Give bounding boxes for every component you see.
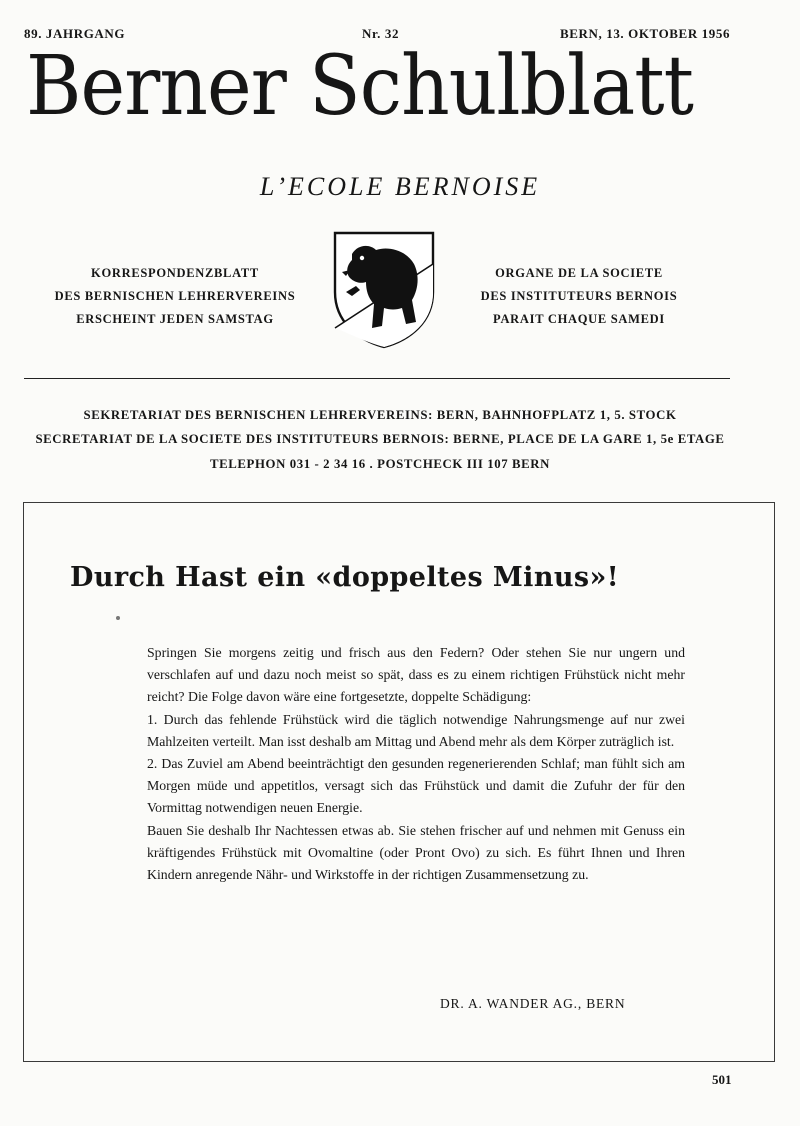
- correspondence-french-line: ORGANE DE LA SOCIETE: [495, 266, 663, 280]
- advertisement-intro: Springen Sie morgens zeitig und frisch aus den Federn? Oder stehen Sie nur ungern und verschlafen auf und dazu noch meist so spät, dass es zu einem richtigen Frühstück nicht mehr reicht? Die Folge davon wäre eine fortgesetzte, doppelte Schädigung:: [147, 645, 685, 705]
- advertisement-closing: Bauen Sie deshalb Ihr Nachtessen etwas ab. Sie stehen frischer auf und nehmen mit Genuss ein kräftigendes Frühstück mit Ovomaltine (oder Pront Ovo) zu sich. Es führt Ihnen und Ihren Kindern anregende Nähr- und Wirkstoffe in der richtigen Zusammensetzung zu.: [147, 822, 685, 883]
- secretariat-contact: TELEPHON 031 - 2 34 16 . POSTCHECK III 107 BERN: [210, 457, 550, 471]
- divider-rule: [24, 378, 730, 379]
- masthead-title: Berner Schulblatt: [26, 39, 694, 134]
- advertisement-body: [147, 642, 685, 886]
- correspondence-german-line: KORRESPONDENZBLATT: [91, 266, 259, 280]
- issue-date: BERN, 13. OKTOBER 1956: [560, 26, 731, 41]
- volume-label: 89. JAHRGANG: [24, 26, 126, 41]
- correspondence-french-line: PARAIT CHAQUE SAMEDI: [493, 312, 665, 326]
- page-number: 501: [712, 1072, 732, 1087]
- bern-coat-of-arms-icon: [332, 230, 436, 350]
- decorative-dot: [116, 616, 120, 620]
- correspondence-french: [454, 262, 704, 331]
- advertisement-point-1: 1. Durch das fehlende Frühstück wird die täglich notwendige Nahrungsmenge auf nur zwei Mahlzeiten verteilt. Man isst deshalb am Mittag und Abend mehr als dem Körper zuträglich ist.: [147, 711, 685, 749]
- secretariat-german: SEKRETARIAT DES BERNISCHEN LEHRERVEREINS: BERN, BAHNHOFPLATZ 1, 5. STOCK: [83, 408, 677, 422]
- advertisement-headline: Durch Hast ein «doppeltes Minus»!: [70, 562, 620, 593]
- issue-number: Nr. 32: [362, 26, 400, 41]
- masthead-subtitle: L’ECOLE BERNOISE: [259, 172, 541, 201]
- correspondence-german-line: DES BERNISCHEN LEHRERVEREINS: [54, 289, 296, 303]
- advertisement-point-2: 2. Das Zuviel am Abend beeinträchtigt den gesunden regenerierenden Schlaf; man fühlt sich am Morgen müde und appetitlos, versagt sich das Frühstück und damit die Zufuhr der für den Vormittag notwendigen neuen Energie.: [147, 756, 685, 816]
- secretariat-french: SECRETARIAT DE LA SOCIETE DES INSTITUTEURS BERNOIS: BERNE, PLACE DE LA GARE 1, 5e ETAGE: [35, 432, 725, 446]
- correspondence-german: [40, 262, 310, 331]
- correspondence-french-line: DES INSTITUTEURS BERNOIS: [480, 289, 678, 303]
- advertiser-signature: DR. A. WANDER AG., BERN: [440, 996, 626, 1011]
- correspondence-german-line: ERSCHEINT JEDEN SAMSTAG: [76, 312, 274, 326]
